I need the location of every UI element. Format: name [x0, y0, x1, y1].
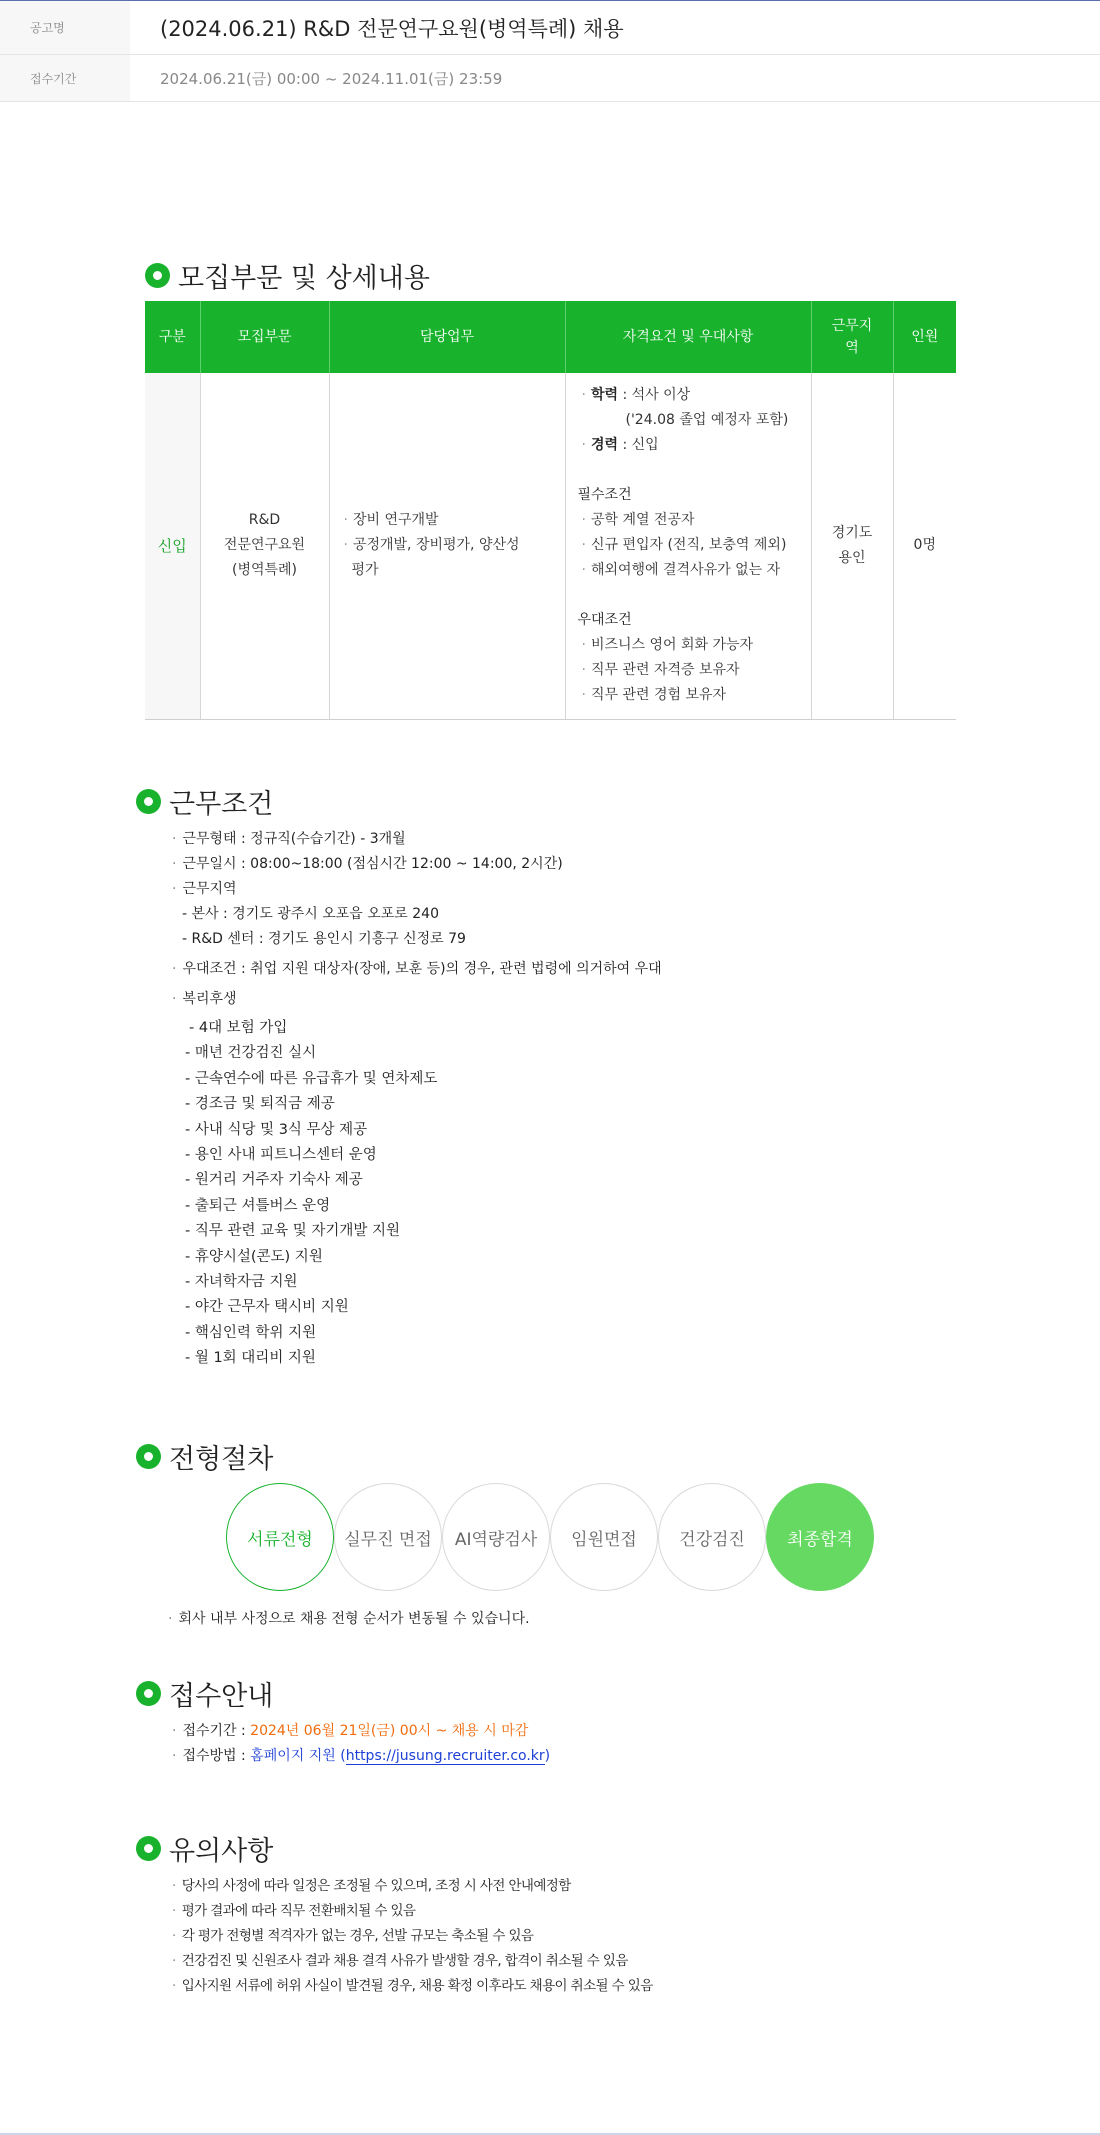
cell-location: 경기도 용인	[811, 373, 893, 719]
header-position: 모집부문	[200, 301, 329, 373]
circle-bullet-icon	[136, 1681, 161, 1706]
circle-bullet-icon	[136, 789, 161, 814]
list-item: - 원거리 거주자 기숙사 제공	[185, 1172, 363, 1189]
section-title: 근무조건	[169, 789, 274, 820]
section-title: 접수안내	[169, 1681, 274, 1712]
section-recruit	[145, 256, 430, 295]
list-item: · 건강검진 및 신원조사 결과 채용 결격 사유가 발생할 경우, 합격이 취소될 수 있음	[172, 1953, 628, 1969]
list-item: - 월 1회 대리비 지원	[185, 1350, 316, 1367]
list-item: · 당사의 사정에 따라 일정은 조정될 수 있으며, 조정 시 사전 안내예정함	[172, 1878, 571, 1894]
cell-duty: · 장비 연구개발 · 공정개발, 장비평가, 양산성 평가	[329, 373, 565, 719]
table-row	[145, 373, 956, 719]
cell-qualification: · 학력 : 석사 이상 ('24.08 졸업 예정자 포함) · 경력 : 신입 필수조건 · 공학 계열 전공자 · 신규 편입자 (전직, 보충역 제외) · 해외여행에 결격사유가 없는 자 우대조건 · 비즈니스 영어 회화 가능자 · 직무 관련 자격증 보유자 · 직무 관련 경험 보유자	[565, 373, 811, 719]
process-steps	[226, 1483, 874, 1591]
section-title: 전형절차	[169, 1444, 274, 1475]
circle-bullet-icon	[136, 1444, 161, 1469]
apply-info	[172, 1719, 550, 1769]
list-item: - 4대 보험 가입	[189, 1020, 288, 1036]
header-location: 근무지 역	[811, 301, 893, 373]
step-final-pass: 최종합격	[766, 1483, 874, 1591]
step-health-check: 건강검진	[658, 1483, 766, 1591]
list-item: - 근속연수에 따른 유급휴가 및 연차제도	[185, 1070, 438, 1087]
welfare-list	[172, 1016, 437, 1371]
posting-period: 2024.06.21(금) 00:00 ~ 2024.11.01(금) 23:59	[160, 69, 503, 88]
list-item: - 자녀학자금 지원	[185, 1273, 298, 1290]
title-label: 공고명	[0, 1, 130, 54]
list-item: - 휴양시설(콘도) 지원	[185, 1248, 323, 1265]
list-item: · 우대조건 : 취업 지원 대상자(장애, 보훈 등)의 경우, 관련 법령에 의거하여 우대	[172, 961, 662, 977]
cell-position: R&D 전문연구요원 (병역특례)	[200, 373, 329, 719]
cell-headcount: 0명	[893, 373, 956, 719]
list-item: - 사내 식당 및 3식 무상 제공	[185, 1121, 368, 1138]
header-type: 구분	[145, 301, 200, 373]
list-item: - 매년 건강검진 실시	[185, 1045, 317, 1062]
title-row	[0, 1, 1100, 55]
list-item: · 복리후생	[172, 991, 237, 1007]
step-ai-assessment: AI역량검사	[442, 1483, 550, 1591]
list-item: - 용인 사내 피트니스센터 운영	[185, 1146, 377, 1163]
list-item: - 야간 근무자 택시비 지원	[185, 1299, 349, 1316]
period-row	[0, 55, 1100, 102]
section-process	[136, 1437, 273, 1476]
list-item: · 접수방법 : 홈페이지 지원 (https://jusung.recruiter.co.kr)	[172, 1748, 551, 1764]
period-label: 접수기간	[0, 55, 130, 101]
posting-info	[0, 1, 1100, 102]
step-document-screening: 서류전형	[226, 1483, 334, 1591]
section-conditions	[136, 782, 273, 821]
list-item: · 입사지원 서류에 허위 사실이 발견될 경우, 채용 확정 이후라도 채용이 취소될 수 있음	[172, 1978, 653, 1994]
list-item: · 평가 결과에 따라 직무 전환배치될 수 있음	[172, 1903, 416, 1919]
list-item: - R&D 센터 : 경기도 용인시 기흥구 신정로 79	[182, 931, 466, 947]
section-title: 모집부문 및 상세내용	[178, 263, 430, 294]
circle-bullet-icon	[136, 1836, 161, 1861]
list-item: - 핵심인력 학위 지원	[185, 1324, 317, 1341]
homepage-apply-link[interactable]: 홈페이지 지원	[250, 1748, 336, 1764]
section-caution	[136, 1829, 273, 1868]
step-practical-interview: 실무진 면접	[334, 1483, 442, 1591]
list-item: · 접수기간 : 2024년 06월 21일(금) 00시 ~ 채용 시 마감	[172, 1723, 529, 1739]
apply-period: 2024년 06월 21일(금) 00시 ~ 채용 시 마감	[250, 1723, 529, 1739]
caution-list	[172, 1874, 653, 1999]
cell-type: 신입	[145, 373, 200, 719]
list-item: · 근무형태 : 정규직(수습기간) - 3개월	[172, 831, 406, 847]
list-item: - 출퇴근 셔틀버스 운영	[185, 1197, 331, 1214]
step-executive-interview: 임원면접	[550, 1483, 658, 1591]
list-item: - 경조금 및 퇴직금 제공	[185, 1096, 335, 1113]
list-item: · 근무일시 : 08:00~18:00 (점심시간 12:00 ~ 14:00, 2시간)	[172, 856, 563, 872]
header-duty: 담당업무	[329, 301, 565, 373]
list-item: - 본사 : 경기도 광주시 오포읍 오포로 240	[182, 906, 439, 922]
recruit-table	[145, 301, 956, 720]
posting-title: (2024.06.21) R&D 전문연구요원(병역특례) 채용	[160, 16, 624, 41]
circle-bullet-icon	[145, 263, 170, 288]
list-item: · 각 평가 전형별 적격자가 없는 경우, 선발 규모는 축소될 수 있음	[172, 1928, 534, 1944]
header-qualification: 자격요건 및 우대사항	[565, 301, 811, 373]
process-note: · 회사 내부 사정으로 채용 전형 순서가 변동될 수 있습니다.	[168, 1611, 530, 1627]
conditions-list	[172, 827, 662, 1012]
section-title: 유의사항	[169, 1836, 274, 1867]
section-apply	[136, 1674, 273, 1713]
recruit-url-link[interactable]: https://jusung.recruiter.co.kr	[345, 1748, 545, 1764]
header-headcount: 인원	[893, 301, 956, 373]
list-item: - 직무 관련 교육 및 자기개발 지원	[185, 1223, 400, 1240]
list-item: · 근무지역	[172, 881, 237, 897]
